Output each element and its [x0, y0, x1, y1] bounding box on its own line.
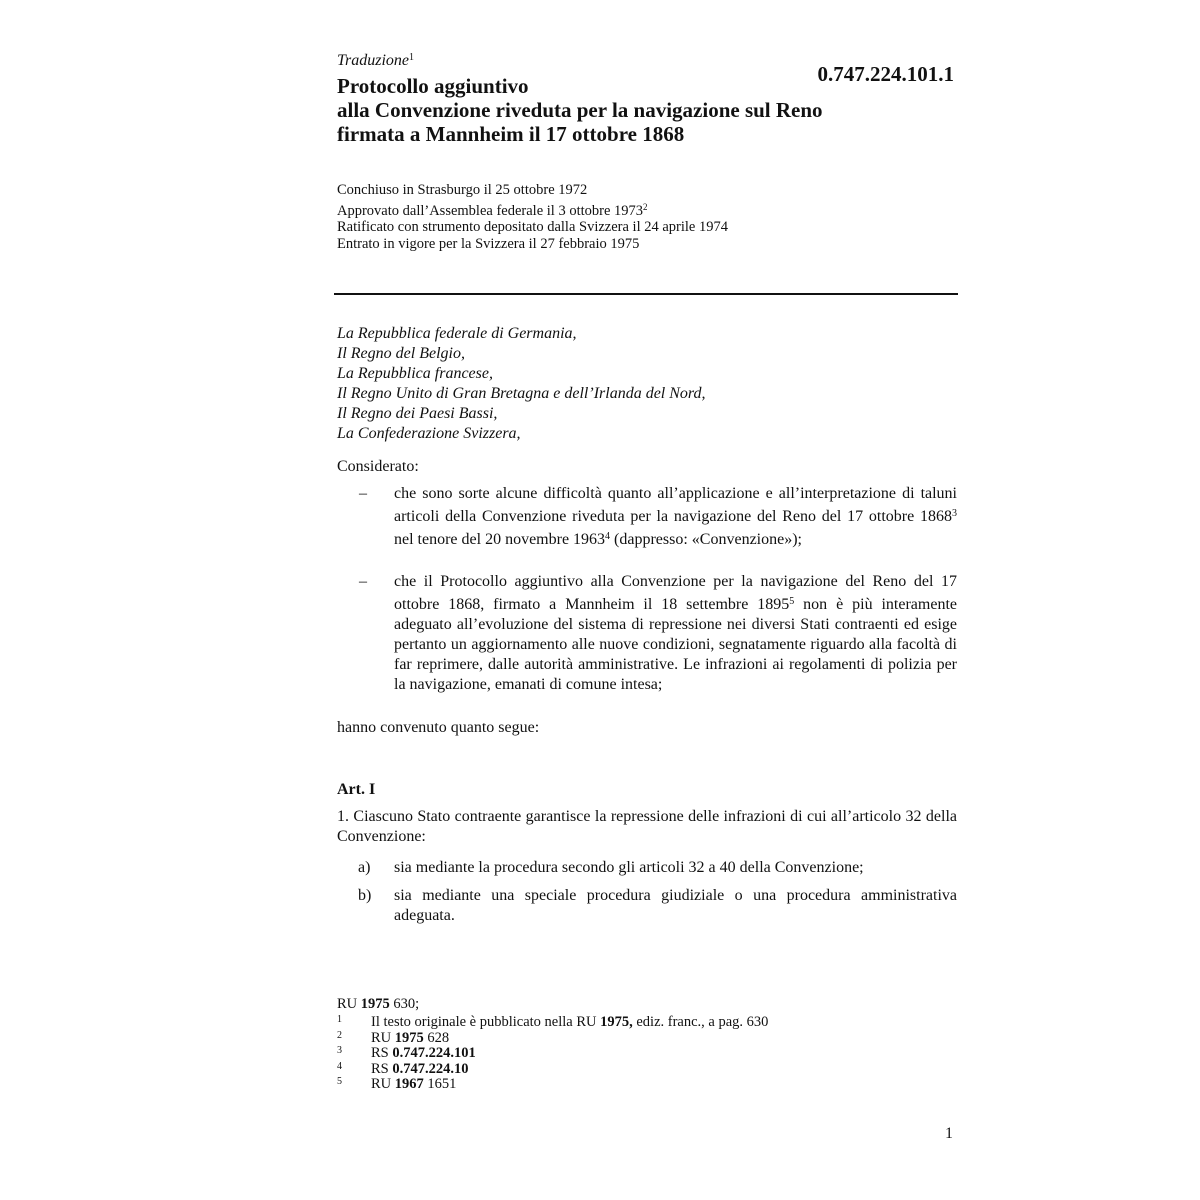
title-line: firmata a Mannheim il 17 ottobre 1868	[337, 122, 685, 146]
article-list-item	[337, 858, 957, 878]
dash-marker: –	[359, 485, 367, 502]
party: La Repubblica francese,	[337, 365, 493, 382]
footnote-number: 1	[337, 1014, 342, 1025]
document-title	[337, 74, 957, 146]
approved-line: Approvato dall’Assemblea federale il 3 ottobre 1973$^2$	[337, 201, 648, 219]
preamble-item-text: che sono sorte alcune difficoltà quanto all’applicazione e all’interpretazione di taluni articoli della Convenzione riveduta per la navigazione del Reno del 17 ottobre 1868$^3$ nel tenore del 20 novembre 1963$^4$ (dappresso: «Convenzione»);	[394, 485, 957, 548]
page-number: 1	[945, 1125, 953, 1142]
footnote: 5 RU 1967 1651	[337, 1076, 457, 1092]
considerato-label: Considerato:	[337, 458, 419, 475]
preamble-item	[337, 484, 957, 550]
footnote-number: 4	[337, 1060, 342, 1072]
party: Il Regno del Belgio,	[337, 345, 465, 362]
footnote-number: 5	[337, 1076, 342, 1087]
ratified-line: Ratificato con strumento depositato dalla Svizzera il 24 aprile 1974	[337, 219, 728, 235]
footnote-ref: 3	[952, 508, 957, 519]
dash-marker: –	[359, 573, 367, 590]
article-heading: Art. I	[337, 781, 376, 798]
footnote-ref: 4	[605, 531, 611, 542]
footnote-ref: 5	[789, 596, 795, 607]
contracting-parties	[337, 324, 957, 444]
article-paragraph: 1. Ciascuno Stato contraente garantisce la repressione delle infrazioni di cui all’articolo 32 della Convenzione:	[337, 808, 957, 845]
preamble-item-text: che il Protocollo aggiuntivo alla Convenzione per la navigazione del Reno del 17 ottobre 1868, firmato a Mannheim il 18 settembre 1895$^5$ non è più interamente adeguato all’evoluzione del sistema di repressione nei diversi Stati contraenti ed esige pertanto un aggiornamento alle nuove condizioni, segnatamente riguardo alla facoltà di far reprimere, dalle autorità amministrative. Le infrazioni ai regolamenti di polizia per la navigazione, emanati di comune intesa;	[394, 573, 957, 693]
party: La Repubblica federale di Germania,	[337, 325, 577, 342]
official-collection-reference: RU 1975 630;	[337, 996, 420, 1012]
list-marker: b)	[358, 887, 372, 904]
footnote: 4 RS 0.747.224.10	[337, 1060, 469, 1077]
party: Il Regno Unito di Gran Bretagna e dell’Irlanda del Nord,	[337, 385, 706, 402]
preamble-item	[337, 572, 957, 695]
title-line: alla Convenzione riveduta per la navigazione sul Reno	[337, 98, 823, 122]
party: Il Regno dei Paesi Bassi,	[337, 405, 498, 422]
list-marker: a)	[358, 859, 371, 876]
in-force-line: Entrato in vigore per la Svizzera il 27 febbraio 1975	[337, 235, 640, 252]
footnote-number: 3	[337, 1045, 342, 1056]
title-line: Protocollo aggiuntivo	[337, 74, 529, 98]
translation-label: Traduzione$^1$	[337, 52, 415, 69]
footnote-ref: 1	[409, 52, 415, 63]
treaty-metadata	[337, 182, 728, 252]
article-list-item	[337, 886, 957, 926]
list-item-text: sia mediante la procedura secondo gli articoli 32 a 40 della Convenzione;	[394, 859, 864, 876]
footnote: 2 RU 1975 628	[337, 1029, 450, 1046]
header-divider	[334, 293, 958, 295]
footnote-ref: 2	[643, 201, 648, 212]
footnote: 3 RS 0.747.224.101	[337, 1045, 476, 1061]
concluded-line: Conchiuso in Strasburgo il 25 ottobre 1972	[337, 182, 588, 198]
footnote: 1 Il testo originale è pubblicato nella RU 1975, ediz. franc., a pag. 630	[337, 1014, 769, 1030]
preamble-closing: hanno convenuto quanto segue:	[337, 719, 540, 736]
footnote-number: 2	[337, 1029, 342, 1041]
sr-number: 0.747.224.101.1	[817, 62, 954, 86]
party: La Confederazione Svizzera,	[337, 425, 521, 442]
footnotes	[337, 1015, 768, 1093]
list-item-text: sia mediante una speciale procedura giudiziale o una procedura amministrativa adeguata.	[394, 887, 957, 924]
